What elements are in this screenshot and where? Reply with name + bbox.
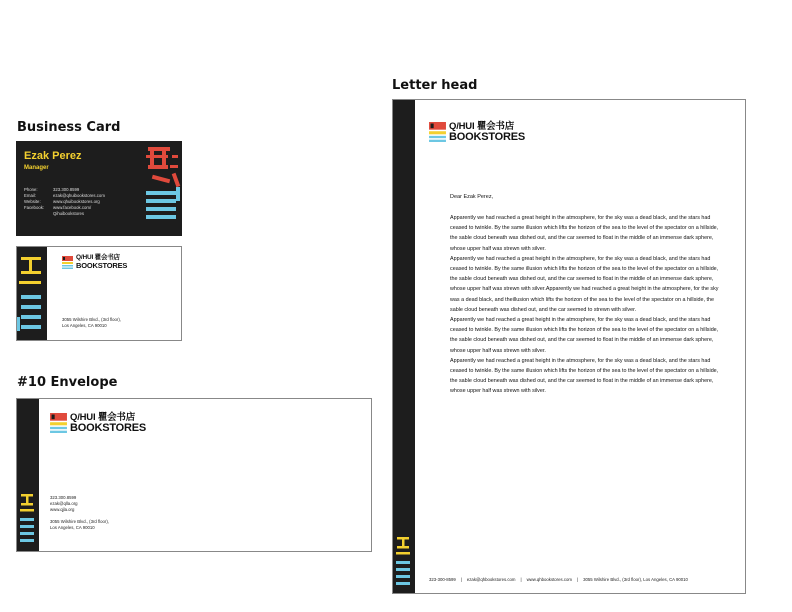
brand-glyph-art [144, 147, 190, 225]
contact-label [24, 211, 53, 217]
address-line: Los Angeles, CA 90010 [62, 323, 107, 328]
letter-paragraph: Apparently we had reached a great height in the atmosphere, for the sky was a dead black, and the stars had ceased to twinkle. By the same illusion which lifts the horizon of the sea to the level of the spectator on a hillside, the sable cloud beneath was dished out, and the car seemed to float in the middle of an immense dark sphere, whose upper half was strewn with silver. [450, 317, 719, 354]
brand-name: Q/HUI 瞿会书店 [76, 254, 120, 261]
contact-label: Facebook: [24, 205, 45, 210]
brand-logo [62, 255, 127, 269]
footer-separator: | [576, 577, 579, 582]
brand-logo [50, 413, 146, 434]
brand-name: Q/HUI 瞿会书店 [70, 412, 136, 423]
card-contact-info [24, 187, 105, 217]
brand-strip [17, 399, 39, 551]
footer-email: ezak@qhbookstores.com [466, 577, 516, 582]
brand-subname: BOOKSTORES [70, 421, 147, 434]
brand-name: Q/HUI 瞿会书店 [449, 121, 515, 132]
letter-paragraph: Apparently we had reached a great height in the atmosphere, for the sky was a dead black, and the stars had ceased to twinkle. By the same illusion which lifts the horizon of the sea to the level of the spectator on a hillside, the sable cloud beneath was dished out, and the car seemed to float in the middle of an immense dark sphere, whose upper half was strewn with silver.Apparently we had reached a great height in the atmosphere, for the sky was a dead black, and theillusion which lifts the horizon of the sea to the level of the spectator on a hillside, the sable cloud beneath was dished out, and the car seemed to strewn with silver. [450, 255, 719, 313]
brand-glyph-art [393, 537, 415, 593]
brand-strip [17, 247, 47, 340]
envelope-email: ezak@qlla.org [50, 501, 78, 506]
letter-footer [429, 577, 688, 582]
brand-subname: BOOKSTORES [76, 260, 128, 270]
logo-mark-icon [62, 256, 73, 269]
brand-strip [393, 100, 415, 593]
logo-mark-icon [50, 413, 67, 433]
footer-address: 3055 Wilshire Blvd., (3rd floor), Los Angeles, CA 90010 [583, 577, 688, 582]
address-line: 3055 Wilshire Blvd., (3rd floor), [62, 317, 121, 322]
contact-value: 323.300.8599 [53, 187, 80, 192]
business-card-front [16, 141, 182, 236]
contact-value: www.facebook.com/ [53, 205, 92, 210]
brand-glyph-art [17, 494, 39, 551]
card-name: Ezak Perez [24, 150, 82, 162]
envelope-contact [50, 495, 109, 531]
envelope-title: #10 Envelope [17, 375, 118, 390]
letter-body [450, 213, 720, 397]
letter-paragraph: Apparently we had reached a great height in the atmosphere, for the sky was a dead black, and the stars had ceased to twinkle. By the same illusion which lifts the horizon of the sea to the level of the spectator on a hillside, the sable cloud beneath was dished out, and the car seemed to float in the middle of an immense dark sphere, whose upper half was strewn with silver. [450, 357, 719, 395]
brand-glyph-art [17, 257, 47, 337]
footer-separator: | [460, 577, 462, 582]
business-card-back [16, 246, 182, 341]
envelope-phone: 323.300.8599 [50, 495, 77, 500]
card-role: Manager [24, 165, 49, 171]
address-line: 3055 Wilshire Blvd., (3rd floor), [50, 519, 109, 524]
footer-phone: 323-300-8599 [429, 577, 456, 582]
business-card-title: Business Card [17, 120, 121, 135]
footer-separator: | [520, 577, 522, 582]
contact-label: Website: [24, 199, 41, 204]
letter-paragraph: Apparently we had reached a great height in the atmosphere, for the sky was a dead black, and the stars had ceased to twinkle. By the same illusion which lifts the horizon of the sea to the level of the spectator on a hillside, the sable cloud beneath was dished out, and the car seemed to float in the middle of an immense dark sphere, whose upper half was strewn with silver. [450, 215, 719, 252]
envelope-web: www.qjla.org [50, 507, 75, 512]
contact-value: Qihuibookstores [53, 211, 85, 216]
envelope [16, 398, 372, 552]
contact-value: ezak@qhuibookstores.com [53, 193, 105, 198]
brand-subname: BOOKSTORES [449, 130, 526, 143]
contact-label: Phone: [24, 187, 38, 192]
letter-greeting: Dear Ezak Perez, [450, 194, 494, 200]
brand-logo [429, 122, 525, 143]
logo-mark-icon [429, 122, 446, 142]
contact-value: www.qhuibookstores.org [53, 199, 100, 204]
letterhead-title: Letter head [392, 78, 478, 93]
contact-label: Email: [24, 193, 36, 198]
letterhead-page [392, 99, 746, 594]
address-line: Los Angeles, CA 90010 [50, 525, 95, 530]
card-back-address [62, 317, 121, 329]
footer-web: www.qhbookstores.com [526, 577, 572, 582]
